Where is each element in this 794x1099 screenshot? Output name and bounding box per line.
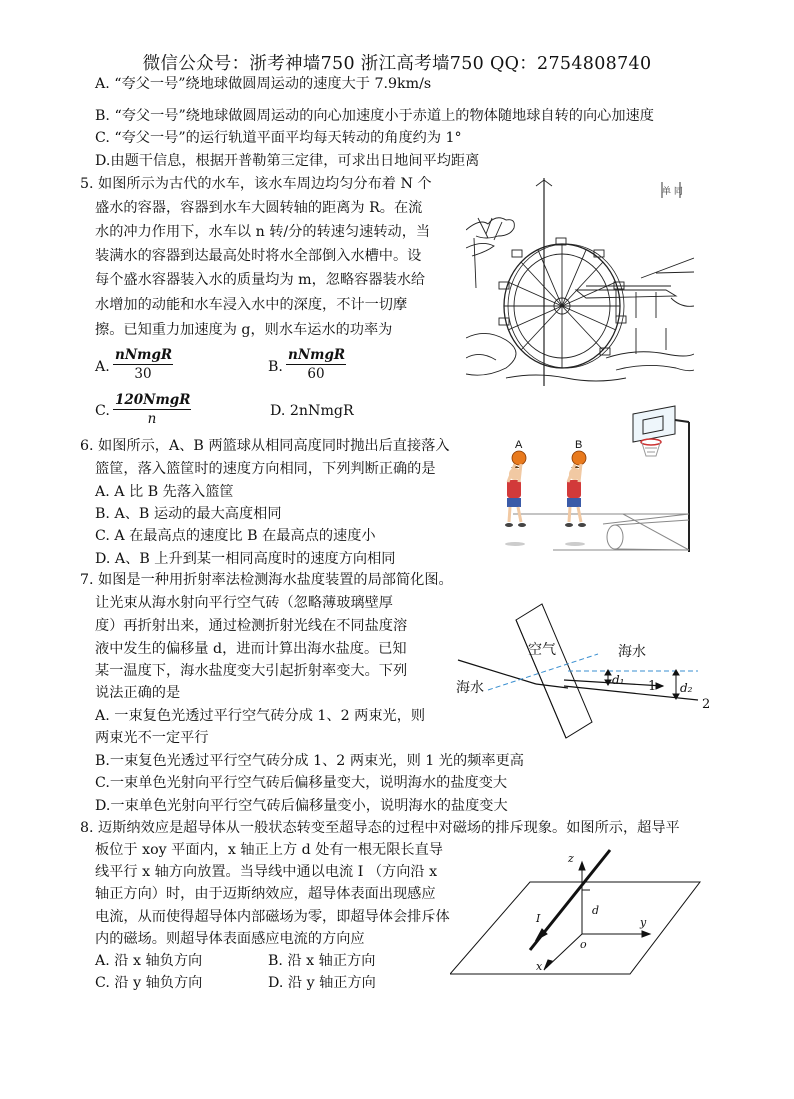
waterwheel-figure — [466, 178, 694, 386]
q8-stem-line-1: 8. 迈斯纳效应是超导体从一般状态转变至超导态的过程中对磁场的排斥现象。如图所示，超导平 — [80, 820, 680, 836]
q5-stem-line-4: 装满水的容器到达最高处时将水全部倒入水槽中。设 — [95, 248, 422, 264]
q7-option-a-line-2: 两束光不一定平行 — [95, 730, 209, 746]
q5-option-b-numerator: nNmgR — [288, 347, 346, 363]
q8-stem-line-6: 内的磁场。则超导体表面感应电流的方向应 — [95, 931, 365, 947]
q6-option-d: D. A、B 上升到某一相同高度时的速度方向相同 — [95, 551, 396, 567]
q6-option-a: A. A 比 B 先落入篮筐 — [95, 484, 234, 500]
q8-option-d: D. 沿 y 轴正方向 — [268, 975, 376, 991]
refraction-figure — [448, 598, 716, 748]
q4-option-a: A. “夸父一号”绕地球做圆周运动的速度大于 7.9km/s — [95, 76, 432, 92]
q5-option-c-numerator: 120NmgR — [115, 392, 191, 408]
q7-stem-line-2: 让光束从海水射向平行空气砖（忽略薄玻璃壁厚 — [95, 595, 393, 611]
q6-stem-line-1: 6. 如图所示，A、B 两篮球从相同高度同时抛出后直接落入 — [80, 438, 450, 454]
ray-2-label: 2 — [702, 697, 711, 712]
page-header: 微信公众号：浙考神墙750 浙江高考墙750 QQ：2754808740 — [142, 54, 652, 74]
q7-option-d: D.一束单色光射向平行空气砖后偏移量变小，说明海水的盐度变大 — [95, 798, 508, 814]
q8-stem-line-5: 电流，从而使得超导体内部磁场为零，即超导体会排斥体 — [95, 909, 450, 925]
z-axis-label: z — [568, 852, 574, 865]
q5-stem-line-5: 每个盛水容器装入水的质量均为 m，忽略容器装水给 — [95, 272, 426, 288]
q5-stem-line-6: 水增加的动能和水车浸入水中的深度，不计一切摩 — [95, 297, 408, 313]
q7-stem-line-3: 度）再折射出来，通过检测折射光线在不同盐度溶 — [95, 618, 408, 634]
q5-option-b-label: B. — [268, 359, 283, 375]
q5-option-a-denominator: 30 — [134, 366, 152, 382]
q8-stem-line-2: 板位于 xoy 平面内，x 轴正上方 d 处有一根无限长直导 — [95, 842, 443, 858]
seawater-label-left: 海水 — [456, 680, 484, 696]
q5-option-a-label: A. — [95, 359, 110, 375]
q5-option-d: D. 2nNmgR — [270, 403, 354, 419]
q5-option-c-label: C. — [95, 403, 110, 419]
q5-stem-line-3: 水的冲力作用下，水车以 n 转/分的转速匀速转动，当 — [95, 224, 431, 240]
q6-option-b: B. A、B 运动的最大高度相同 — [95, 506, 282, 522]
q5-stem-line-2: 盛水的容器，容器到水车大圆转轴的距离为 R。在流 — [95, 200, 423, 216]
q7-option-c: C.一束单色光射向平行空气砖后偏移量变大，说明海水的盐度变大 — [95, 775, 508, 791]
seawater-label-right: 海水 — [618, 644, 646, 660]
q6-option-c: C. A 在最高点的速度比 B 在最高点的速度小 — [95, 528, 376, 544]
ball-a-label: A — [515, 439, 523, 451]
q5-option-c-denominator: n — [147, 411, 157, 427]
y-axis-label: y — [640, 916, 647, 929]
ball-b-label: B — [575, 439, 583, 451]
q5-option-c-fraction — [113, 392, 191, 427]
current-i-label: I — [536, 912, 541, 925]
q4-option-d: D.由题干信息，根据开普勒第三定律，可求出日地间平均距离 — [95, 153, 480, 169]
origin-label: o — [580, 938, 587, 951]
ray-1-label: 1 — [648, 679, 657, 694]
distance-d-label: d — [592, 904, 600, 917]
x-axis-label: x — [536, 960, 543, 973]
q8-option-c: C. 沿 y 轴负方向 — [95, 975, 203, 991]
q5-option-a-fraction — [113, 347, 173, 382]
q8-option-b: B. 沿 x 轴正方向 — [268, 953, 376, 969]
q5-stem-line-1: 5. 如图所示为古代的水车，该水车周边均匀分布着 N 个 — [80, 176, 432, 192]
q4-option-c: C. “夸父一号”的运行轨道平面平均每天转动的角度约为 1° — [95, 130, 462, 146]
q7-stem-line-4: 液中发生的偏移量 d，进而计算出海水盐度。已知 — [95, 641, 407, 657]
q6-stem-line-2: 篮筐，落入篮筐时的速度方向相同，下列判断正确的是 — [95, 461, 436, 477]
q5-option-b-denominator: 60 — [307, 366, 325, 382]
waterwheel-caption: 单 同 — [662, 187, 683, 197]
superconductor-figure — [450, 844, 712, 976]
d2-label: d₂ — [680, 681, 693, 695]
d1-label: d₁ — [612, 673, 625, 687]
basketball-figure — [493, 404, 701, 560]
air-label: 空气 — [528, 642, 556, 658]
q7-option-a-line-1: A. 一束复色光透过平行空气砖分成 1、2 两束光，则 — [95, 708, 426, 724]
q7-stem-line-5: 某一温度下，海水盐度变大引起折射率变大。下列 — [95, 663, 408, 679]
q8-option-a: A. 沿 x 轴负方向 — [95, 953, 203, 969]
q7-stem-line-6: 说法正确的是 — [95, 685, 181, 701]
q5-stem-line-7: 擦。已知重力加速度为 g，则水车运水的功率为 — [95, 322, 393, 338]
q7-option-b: B.一束复色光透过平行空气砖分成 1、2 两束光，则 1 光的频率更高 — [95, 753, 524, 769]
q7-stem-line-1: 7. 如图是一种用折射率法检测海水盐度装置的局部简化图。 — [80, 572, 453, 588]
q4-option-b: B. “夸父一号”绕地球做圆周运动的向心加速度小于赤道上的物体随地球自转的向心加速度 — [95, 108, 654, 124]
q5-option-b-fraction — [286, 347, 346, 382]
q8-stem-line-4: 轴正方向）时，由于迈斯纳效应，超导体表面出现感应 — [95, 886, 436, 902]
q5-option-a-numerator: nNmgR — [115, 347, 173, 363]
q8-stem-line-3: 线平行 x 轴方向放置。当导线中通以电流 I （方向沿 x — [95, 864, 438, 880]
